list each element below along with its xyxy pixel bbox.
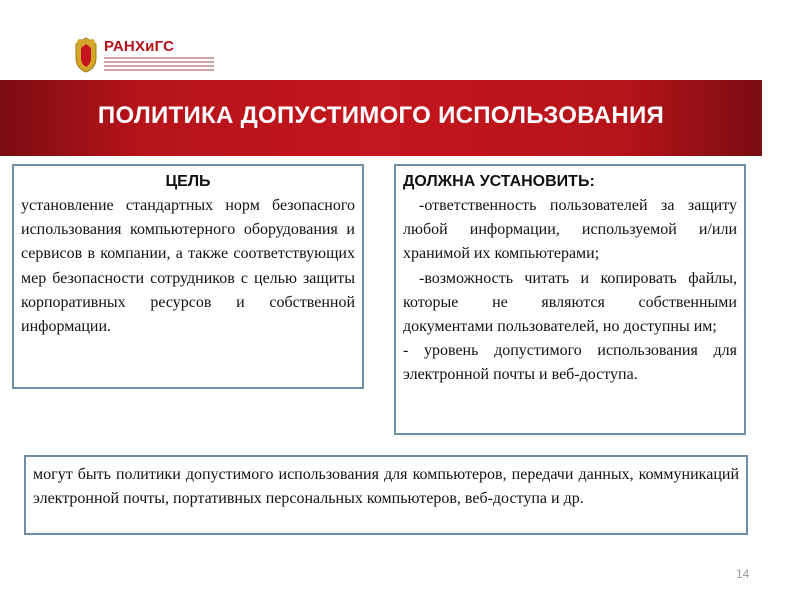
must-establish-box — [394, 164, 746, 435]
title-banner — [0, 80, 762, 156]
must-item: -возможность читать и копировать файлы, которые не являются собственными документами пользователей, но доступны им; — [403, 269, 737, 336]
logo-subtitle-lines — [104, 57, 214, 73]
goal-heading: ЦЕЛЬ — [165, 173, 211, 190]
page-number: 14 — [736, 567, 750, 581]
note-text: могут быть политики допустимого использования для компьютеров, передачи данных, коммуникаций электронной почты, портативных персональных компьютеров, веб-доступа и др. — [33, 466, 739, 508]
goal-box — [12, 164, 364, 389]
goal-text: установление стандартных норм безопасного использования компьютерного оборудования и сервисов в компании, а также соответствующих мер безопасности сотрудников с целью защиты корпоративных ресурсов и собственной информации. — [21, 197, 355, 336]
page-title: ПОЛИТИКА ДОПУСТИМОГО ИСПОЛЬЗОВАНИЯ — [97, 102, 665, 129]
note-box — [24, 455, 748, 535]
emblem-icon — [72, 36, 100, 74]
logo-name: РАНХиГС — [104, 38, 175, 55]
must-item: -ответственность пользователей за защиту любой информации, используемой и/или хранимой их компьютерами; — [403, 197, 737, 263]
must-heading: ДОЛЖНА УСТАНОВИТЬ: — [403, 173, 595, 190]
must-item: - уровень допустимого использования для электронной почты и веб-доступа. — [403, 342, 737, 384]
logo — [72, 36, 212, 76]
